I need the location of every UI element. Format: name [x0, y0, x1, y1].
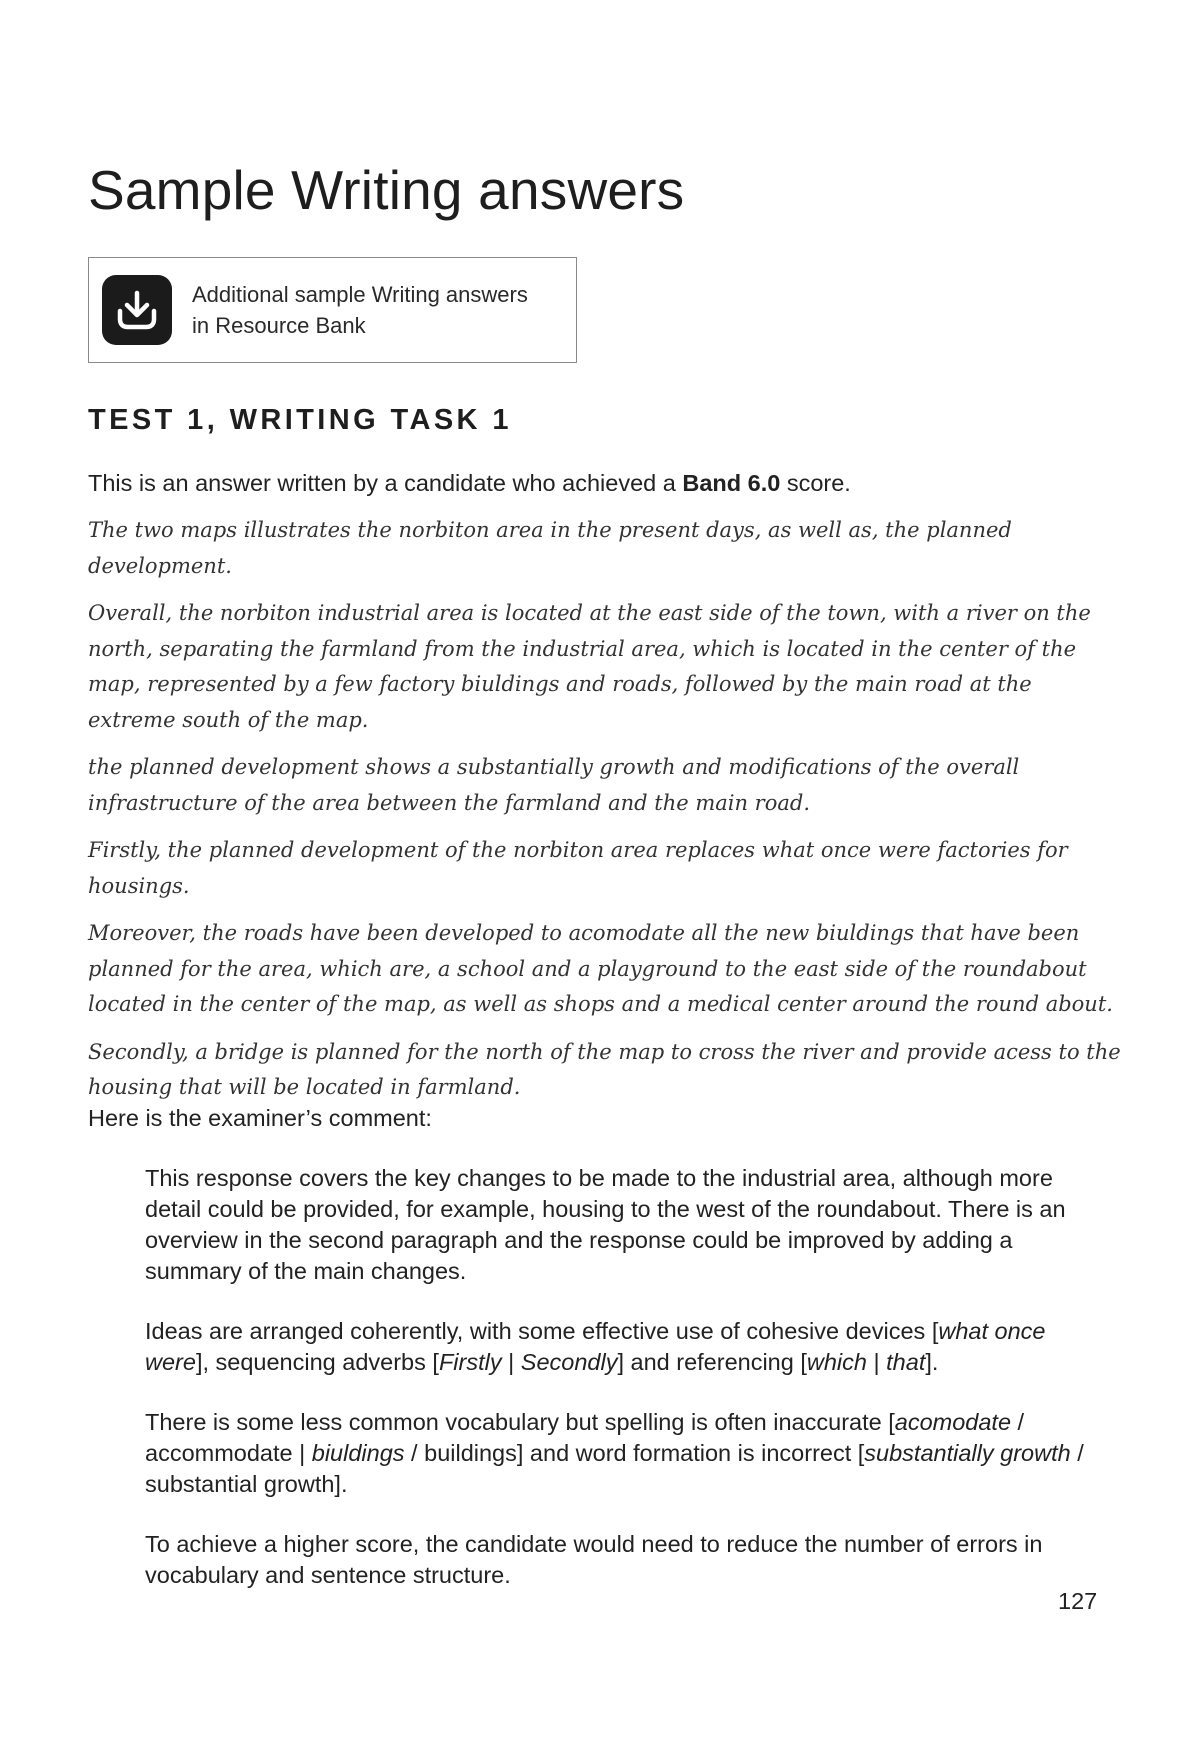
resource-bank-box — [88, 257, 577, 363]
page-number: 127 — [1058, 1588, 1098, 1614]
examiner-comments — [145, 1163, 1105, 1620]
answer-paragraph: the planned development shows a substantially growth and modifications of the overall infrastructure of the area between the farmland and the main road. — [88, 755, 1020, 815]
examiner-comment: There is some less common vocabulary but spelling is often inaccurate [acomodate / accommodate | biuldings / buildings] and word formation is incorrect [substantially growth / substantial growth]. — [145, 1409, 1084, 1497]
examiner-comment-intro: Here is the examiner’s comment: — [88, 1105, 432, 1131]
section-heading: TEST 1, WRITING TASK 1 — [88, 404, 512, 436]
answer-paragraph: The two maps illustrates the norbiton area in the present days, as well as, the planned development. — [88, 518, 1012, 578]
download-icon — [102, 275, 172, 345]
answer-paragraph: Secondly, a bridge is planned for the north of the map to cross the river and provide acess to the housing that will be located in farmland. — [88, 1039, 1121, 1099]
page-title: Sample Writing answers — [88, 159, 685, 221]
examiner-comment: To achieve a higher score, the candidate would need to reduce the number of errors in vocabulary and sentence structure. — [145, 1531, 1043, 1588]
answer-intro — [88, 470, 851, 497]
candidate-answer — [88, 513, 1123, 1118]
examiner-comment: This response covers the key changes to be made to the industrial area, although more detail could be provided, for example, housing to the west of the roundabout. There is an overview in the second paragraph and the response could be improved by adding a summary of the main changes. — [145, 1165, 1066, 1284]
intro-text: This is an answer written by a candidate who achieved a — [88, 470, 683, 496]
examiner-comment: Ideas are arranged coherently, with some effective use of cohesive devices [what once were], sequencing adverbs [Firstly | Secondly] and referencing [which | that]. — [145, 1318, 1046, 1375]
band-score: Band 6.0 — [682, 470, 781, 496]
resource-line-2: in Resource Bank — [192, 313, 366, 338]
resource-line-1: Additional sample Writing answers — [192, 282, 528, 307]
answer-paragraph: Firstly, the planned development of the norbiton area replaces what once were factories for housings. — [88, 838, 1068, 898]
answer-paragraph: Moreover, the roads have been developed to acomodate all the new biuldings that have been planned for the area, which are, a school and a playground to the east side of the roundabout located in the center of the map, as well as shops and a medical center around the round about. — [88, 921, 1113, 1016]
answer-paragraph: Overall, the norbiton industrial area is located at the east side of the town, with a river on the north, separating the farmland from the industrial area, which is located in the center of the map, represented by a few factory biuldings and roads, followed by the main road at the extreme south of the map. — [88, 601, 1091, 732]
intro-text-end: score. — [780, 470, 851, 496]
resource-bank-text — [192, 279, 528, 341]
